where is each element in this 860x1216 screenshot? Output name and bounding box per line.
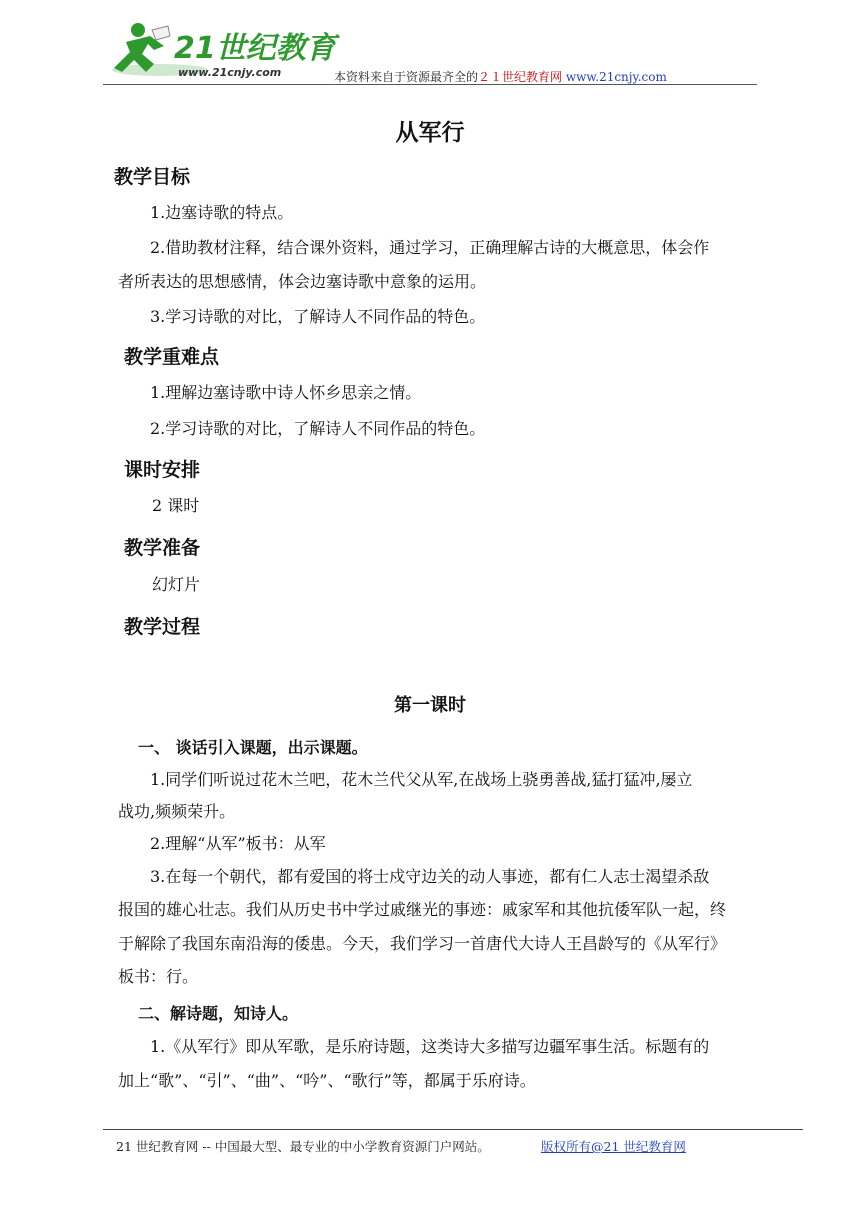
- part1-line-4: 3.在每一个朝代，都有爱国的将士戍守边关的动人事迹，都有仁人志士渴望杀敌: [150, 867, 710, 886]
- site-logo: [108, 20, 336, 82]
- footer-text: 21 世纪教育网 -- 中国最大型、最专业的中小学教育资源门户网站。: [116, 1139, 490, 1154]
- prep-heading: 教学准备: [124, 537, 201, 559]
- part1-line-7: 板书：行。: [118, 967, 199, 986]
- part2-heading: 二、解诗题，知诗人。: [138, 1004, 299, 1023]
- part2-line-1: 1.《从军行》即从军歌，是乐府诗题，这类诗大多描写边疆军事生活。标题有的: [150, 1037, 710, 1056]
- part1-line-1: 1.同学们听说过花木兰吧，花木兰代父从军,在战场上骁勇善战,猛打猛冲,屡立: [150, 770, 693, 789]
- footer-divider: [103, 1129, 803, 1130]
- schedule-heading: 课时安排: [124, 459, 201, 481]
- runner-logo-icon: [108, 20, 336, 82]
- part2-line-2: 加上“歌”、“引”、“曲”、“吟”、“歌行”等，都属于乐府诗。: [118, 1071, 536, 1090]
- part1-line-2: 战功,频频荣升。: [118, 802, 236, 821]
- process-heading: 教学过程: [124, 616, 201, 638]
- key-line-2: 2.学习诗歌的对比，了解诗人不同作品的特色。: [150, 419, 486, 438]
- part1-line-5: 报国的雄心壮志。我们从历史书中学过戚继光的事迹：戚家军和其他抗倭军队一起，终: [118, 900, 727, 919]
- prep-text: 幻灯片: [152, 575, 201, 594]
- part1-line-3: 2.理解“从军”板书：从军: [150, 834, 326, 853]
- header-divider: [103, 84, 757, 85]
- logo-url: www.21cnjy.com: [178, 66, 282, 79]
- header-note-url[interactable]: www.21cnjy.com: [565, 70, 667, 84]
- header-note: [334, 68, 667, 85]
- goals-line-1: 1.边塞诗歌的特点。: [150, 203, 294, 222]
- header-note-prefix: 本资料来自于资源最齐全的: [334, 70, 479, 84]
- goals-line-4: 3.学习诗歌的对比，了解诗人不同作品的特色。: [150, 307, 486, 326]
- goals-line-3: 者所表达的思想感情，体会边塞诗歌中意象的运用。: [118, 272, 487, 291]
- key-line-1: 1.理解边塞诗歌中诗人怀乡思亲之情。: [150, 383, 422, 402]
- lesson-title: 第一课时: [394, 695, 466, 716]
- header-note-site: ２１世纪教育网: [478, 70, 563, 84]
- goals-line-2: 2.借助教材注释，结合课外资料，通过学习，正确理解古诗的大概意思，体会作: [150, 238, 710, 257]
- key-heading: 教学重难点: [124, 346, 220, 368]
- part1-heading: 一、 谈话引入课题，出示课题。: [138, 738, 368, 757]
- footer-copyright-link[interactable]: 版权所有@21 世纪教育网: [541, 1139, 686, 1154]
- part1-line-6: 于解除了我国东南沿海的倭患。今天，我们学习一首唐代大诗人王昌龄写的《从军行》: [118, 934, 727, 953]
- schedule-text: 2 课时: [152, 496, 200, 515]
- logo-text: 21世纪教育: [174, 31, 336, 66]
- page-title: 从军行: [395, 120, 465, 146]
- goals-heading: 教学目标: [114, 166, 191, 188]
